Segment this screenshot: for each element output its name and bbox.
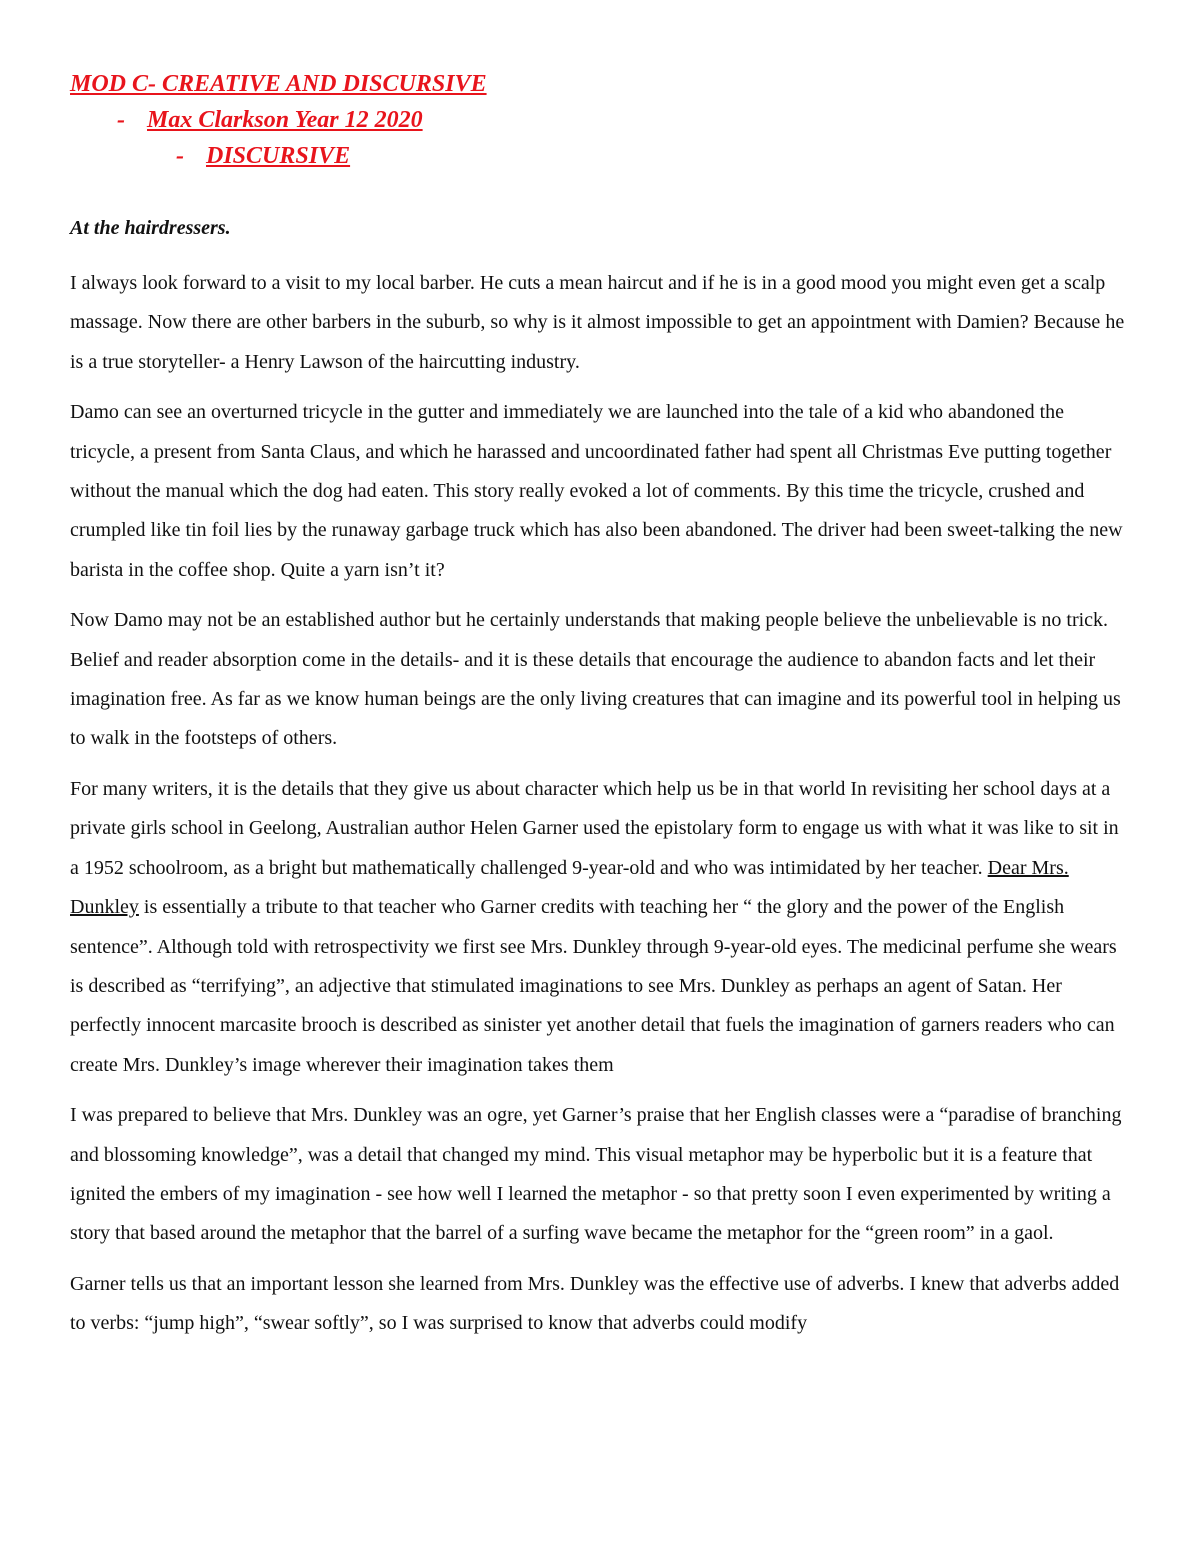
type-heading [176, 138, 1130, 174]
paragraph-details: Now Damo may not be an established author but he certainly understands that making people believe the unbelievable is no trick. Belief and reader absorption come in the details- and it is these details that encourage the audience to abandon facts and let their imagination free. As far as we know human beings are the only living creatures that can imagine and its powerful tool in helping us to walk in the footsteps of others. [70, 609, 1121, 750]
paragraph-garner-after: is essentially a tribute to that teacher who Garner credits with teaching her “ the glory and the power of the English sentence”. Although told with retrospectivity we first see Mrs. Dunkley through 9-year-old eyes. The medicinal perfume she wears is described as “terrifying”, an adjective that stimulated imaginations to see Mrs. Dunkley as perhaps an agent of Satan. Her perfectly innocent marcasite brooch is described as sinister yet another detail that fuels the imagination of garners readers who can create Mrs. Dunkley’s image wherever their imagination takes them [70, 896, 1117, 1076]
author-heading-text: Max Clarkson Year 12 2020 [147, 107, 423, 133]
heading-dash: - [176, 143, 184, 169]
paragraph-barber: I always look forward to a visit to my local barber. He cuts a mean haircut and if he is in a good mood you might even get a scalp massage. Now there are other barbers in the suburb, so why is it almost impossible to get an appointment with Damien? Because he is a true storyteller- a Henry Lawson of the haircutting industry. [70, 272, 1125, 373]
paragraph-ogre: I was prepared to believe that Mrs. Dunkley was an ogre, yet Garner’s praise that her English classes were a “paradise of branching and blossoming knowledge”, was a detail that changed my mind. This visual metaphor may be hyperbolic but it is a feature that ignited the embers of my imagination - see how well I learned the metaphor - so that pretty soon I even experimented by writing a story that based around the metaphor that the barrel of a surfing wave became the metaphor for the “green room” in a gaol. [70, 1104, 1122, 1245]
heading-dash: - [117, 107, 125, 133]
paragraph-tricycle: Damo can see an overturned tricycle in the gutter and immediately we are launched into the tale of a kid who abandoned the tricycle, a present from Santa Claus, and which he harassed and uncoordinated father had spent all Christmas Eve putting together without the manual which the dog had eaten. This story really evoked a lot of comments. By this time the tricycle, crushed and crumpled like tin foil lies by the runaway garbage truck which has also been abandoned. The driver had been sweet-talking the new barista in the coffee shop. Quite a yarn isn’t it? [70, 401, 1123, 581]
main-heading [70, 66, 1130, 102]
paragraph-adverbs: Garner tells us that an important lesson she learned from Mrs. Dunkley was the effective use of adverbs. I knew that adverbs added to verbs: “jump high”, “swear softly”, so I was surprised to know that adverbs could modify [70, 1272, 1120, 1335]
author-heading [117, 102, 1130, 138]
type-heading-text: DISCURSIVE [206, 143, 351, 169]
document-page [70, 66, 1130, 1355]
main-heading-text: MOD C- CREATIVE AND DISCURSIVE [70, 71, 487, 97]
work-title: Dear Mrs. Dunkley [70, 856, 1069, 919]
essay-subtitle: At the hairdressers. [70, 217, 231, 239]
paragraph-garner-before: For many writers, it is the details that they give us about character which help us be in that world In revisiting her school days at a private girls school in Geelong, Australian author Helen Garner used the epistolary form to engage us with what it was like to sit in a 1952 schoolroom, as a bright but mathematically challenged 9-year-old and who was intimidated by her teacher. [70, 777, 1119, 879]
paragraph-garner [70, 770, 1130, 1085]
